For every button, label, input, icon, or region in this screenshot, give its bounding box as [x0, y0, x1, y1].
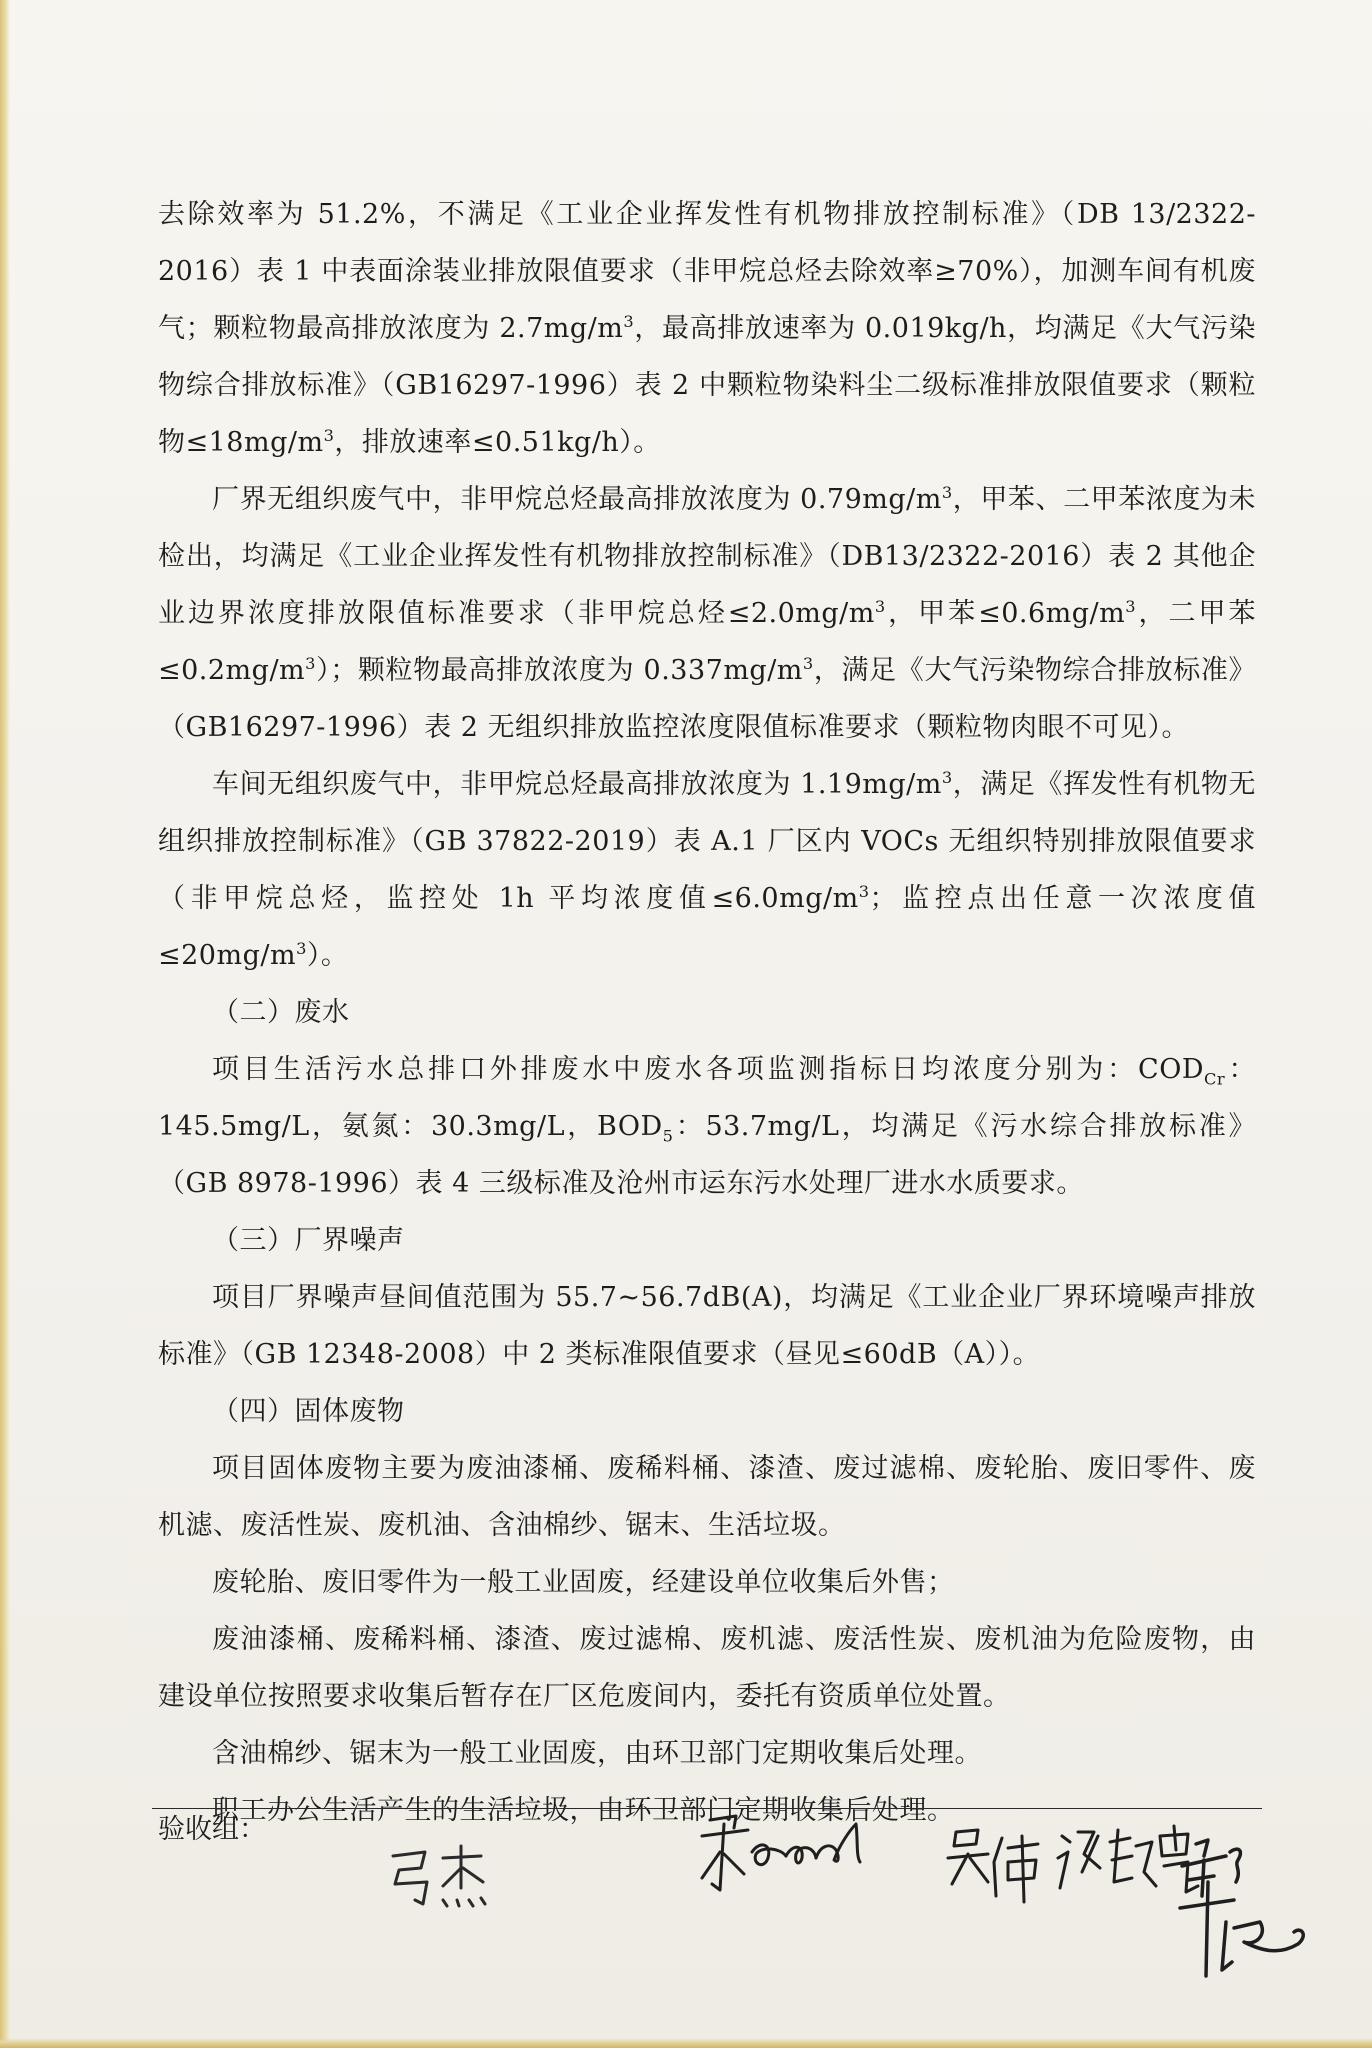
text-run: ，甲苯≤0.6mg/m	[885, 598, 1126, 629]
superscript: 3	[941, 768, 953, 787]
section-heading	[158, 984, 1256, 1041]
paragraph	[158, 186, 1256, 471]
text-run: 含油棉纱、锯末为一般工业固废，由环卫部门定期收集后处理。	[212, 1738, 982, 1769]
paragraph	[158, 1554, 1256, 1611]
text-run: 职工办公生活产生的生活垃圾，由环卫部门定期收集后处理。	[212, 1795, 955, 1826]
text-run: 项目厂界噪声昼间值范围为 55.7~56.7dB(A)，均满足《工业企业厂界环境噪声排放标准》（GB 12348-2008）中 2 类标准限值要求（昼见≤60dB（A））。	[158, 1282, 1256, 1370]
text-run: ，排放速率≤0.51kg/h）。	[334, 427, 661, 458]
text-run: ，二甲苯≤0.2mg/m	[158, 598, 1256, 686]
paragraph	[158, 1440, 1256, 1554]
document-body	[158, 186, 1256, 1839]
paragraph	[158, 1269, 1256, 1383]
text-run: 废油漆桶、废稀料桶、漆渣、废过滤棉、废机滤、废活性炭、废机油为危险废物，由建设单位按照要求收集后暂存在厂区危废间内，委托有资质单位处置。	[158, 1624, 1256, 1712]
text-run: 废轮胎、废旧零件为一般工业固废，经建设单位收集后外售；	[212, 1567, 955, 1598]
page-edge-bottom	[0, 2038, 1372, 2048]
text-run: 去除效率为 51.2%，不满足《工业企业挥发性有机物排放控制标准》（DB 13/2322-2016）表 1 中表面涂装业排放限值要求（非甲烷总烃去除效率≥70%），加测车间有机废气；颗粒物最高排放浓度为 2.7mg/m	[158, 199, 1256, 344]
text-run: ，甲苯、二甲苯浓度为未检出，均满足《工业企业挥发性有机物排放控制标准》（DB13/2322-2016）表 2 其他企业边界浓度排放限值标准要求（非甲烷总烃≤2.0mg/m	[158, 484, 1256, 629]
paragraph	[158, 471, 1256, 756]
signature-2	[690, 1800, 890, 1910]
subscript: 5	[662, 1126, 674, 1146]
text-run: 项目生活污水总排口外排废水中废水各项监测指标日均浓度分别为：COD	[212, 1054, 1204, 1085]
paragraph	[158, 1041, 1256, 1212]
text-run: 车间无组织废气中，非甲烷总烃最高排放浓度为 1.19mg/m	[212, 769, 942, 800]
text-run: （四）固体废物	[212, 1396, 405, 1427]
signature-5	[1168, 1826, 1318, 1986]
superscript: 3	[623, 312, 635, 331]
text-run: ）。	[306, 940, 349, 971]
superscript: 3	[858, 882, 870, 901]
superscript: 3	[296, 939, 307, 958]
text-run: （三）厂界噪声	[212, 1225, 405, 1256]
text-run: ；监控点出任意一次浓度值≤20mg/m	[158, 883, 1256, 971]
superscript: 3	[802, 654, 814, 673]
text-run: ）；颗粒物最高排放浓度为 0.337mg/m	[315, 655, 803, 686]
superscript: 3	[874, 597, 886, 616]
paragraph	[158, 756, 1256, 984]
superscript: 3	[941, 483, 953, 502]
page-edge-left	[0, 0, 10, 2048]
paragraph	[158, 1611, 1256, 1725]
superscript: 3	[305, 654, 316, 673]
text-run: ：145.5mg/L，氨氮：30.3mg/L，BOD	[158, 1054, 1256, 1142]
signature-1	[385, 1838, 495, 1918]
text-run: ，满足《挥发性有机物无组织排放控制标准》（GB 37822-2019）表 A.1 厂区内 VOCs 无组织特别排放限值要求（非甲烷总烃，监控处 1h 平均浓度值≤6.0mg/m	[158, 769, 1256, 914]
text-run: ，满足《大气污染物综合排放标准》（GB16297-1996）表 2 无组织排放监控浓度限值标准要求（颗粒物肉眼不可见）。	[158, 655, 1257, 743]
signature-3	[938, 1818, 1048, 1908]
paragraph	[158, 1725, 1256, 1782]
subscript: Cr	[1204, 1069, 1226, 1089]
superscript: 3	[323, 426, 335, 445]
text-run: 厂界无组织废气中，非甲烷总烃最高排放浓度为 0.79mg/m	[212, 484, 942, 515]
section-heading	[158, 1212, 1256, 1269]
signature-section-label: 验收组：	[158, 1814, 266, 1845]
text-run: ：53.7mg/L，均满足《污水综合排放标准》（GB 8978-1996）表 4 三级标准及沧州市运东污水处理厂进水水质要求。	[158, 1111, 1256, 1199]
text-run: ，最高排放速率为 0.019kg/h，均满足《大气污染物综合排放标准》（GB16297-1996）表 2 中颗粒物染料尘二级标准排放限值要求（颗粒物≤18mg/m	[158, 313, 1256, 458]
section-heading	[158, 1383, 1256, 1440]
text-run: 项目固体废物主要为废油漆桶、废稀料桶、漆渣、废过滤棉、废轮胎、废旧零件、废机滤、废活性炭、废机油、含油棉纱、锯末、生活垃圾。	[158, 1453, 1256, 1541]
text-run: （二）废水	[212, 997, 350, 1028]
superscript: 3	[1125, 597, 1137, 616]
